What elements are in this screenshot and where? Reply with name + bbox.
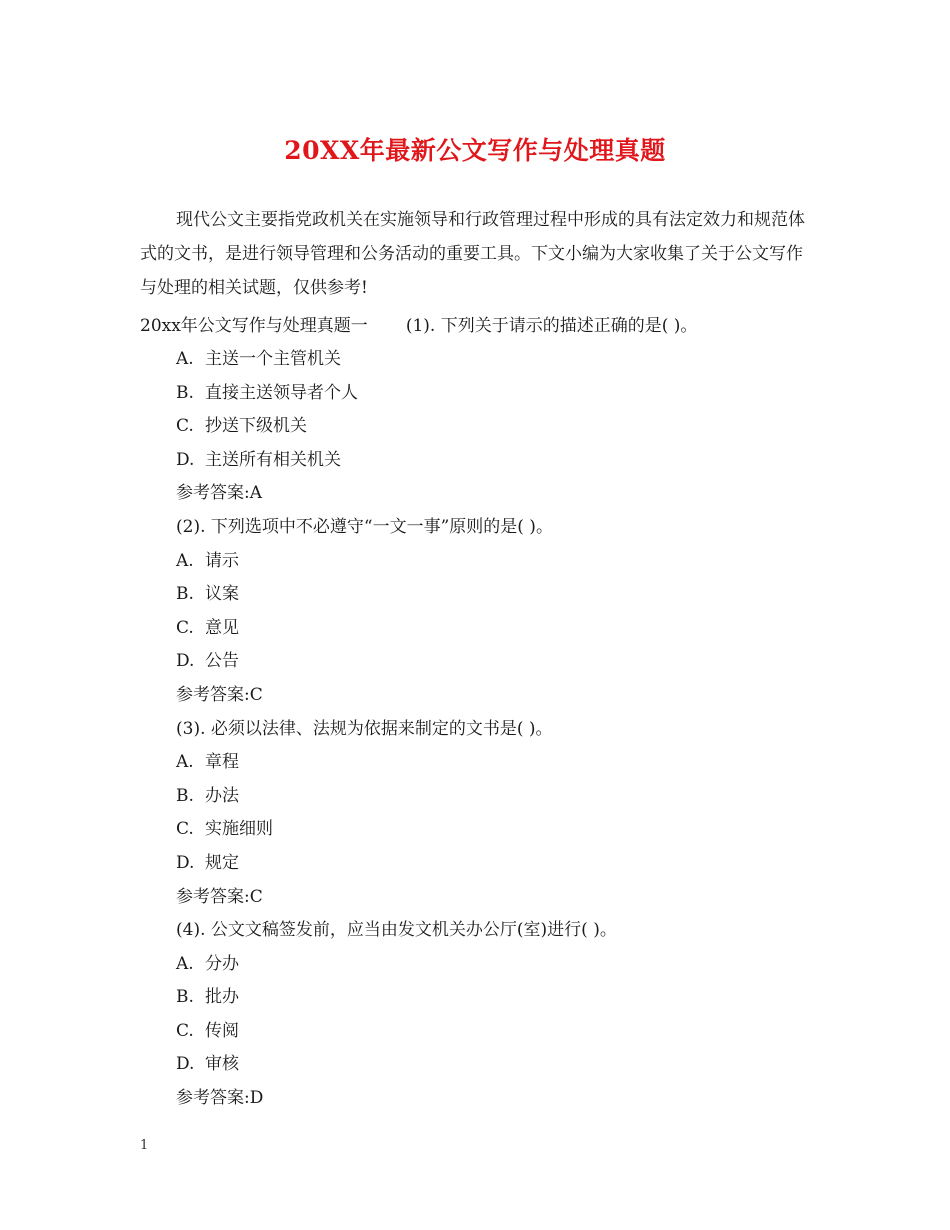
option-item	[176, 948, 816, 982]
option-letter: B.	[176, 987, 194, 1008]
page-number: 1	[140, 1138, 149, 1153]
option-letter: B.	[176, 382, 194, 403]
section-header-line	[140, 309, 820, 343]
option-item	[176, 377, 816, 411]
option-item	[176, 343, 816, 377]
option-text: 公告	[205, 651, 239, 672]
option-item	[176, 1015, 816, 1049]
option-item	[176, 746, 816, 780]
answer-line: 参考答案:A	[176, 483, 263, 504]
option-letter: D.	[176, 852, 195, 873]
option-letter: C.	[176, 416, 194, 437]
option-item	[176, 1048, 816, 1082]
option-letter: C.	[176, 819, 194, 840]
question-stem: (4). 公文文稿签发前，应当由发文机关办公厅(室)进行( )。	[176, 920, 617, 941]
option-item	[176, 612, 816, 646]
option-letter: C.	[176, 1020, 194, 1041]
option-item	[176, 645, 816, 679]
option-item	[176, 410, 816, 444]
answer-line: 参考答案:C	[176, 684, 263, 705]
answer-line: 参考答案:C	[176, 886, 263, 907]
option-item	[176, 444, 816, 478]
option-letter: A.	[176, 349, 194, 369]
option-item	[176, 813, 816, 847]
option-text: 批办	[205, 987, 239, 1008]
question-list	[176, 343, 816, 1116]
option-letter: D.	[176, 1054, 195, 1075]
option-text: 议案	[205, 584, 239, 605]
option-letter: A.	[176, 752, 194, 773]
option-text: 传阅	[205, 1020, 239, 1041]
option-letter: D.	[176, 651, 195, 672]
option-text: 主送一个主管机关	[205, 349, 341, 369]
section-heading: 20xx年公文写作与处理真题一	[140, 316, 368, 336]
option-text: 审核	[205, 1054, 239, 1075]
option-text: 主送所有相关机关	[205, 449, 341, 470]
question-stem: (3). 必须以法律、法规为依据来制定的文书是( )。	[176, 718, 553, 739]
intro-paragraph: 现代公文主要指党政机关在实施领导和行政管理过程中形成的具有法定效力和规范体式的文书，是进行领导管理和公务活动的重要工具。下文小编为大家收集了关于公文写作与处理的相关试题，仅供参考!	[140, 210, 805, 298]
page-title: 20XX年最新公文写作与处理真题	[284, 136, 666, 165]
option-item	[176, 780, 816, 814]
option-text: 实施细则	[205, 819, 273, 840]
option-letter: D.	[176, 449, 195, 470]
option-text: 规定	[205, 852, 239, 873]
question-stem: (2). 下列选项中不必遵守“一文一事”原则的是( )。	[176, 516, 553, 537]
option-letter: A.	[176, 953, 194, 974]
option-text: 直接主送领导者个人	[205, 382, 358, 403]
option-letter: A.	[176, 550, 194, 571]
option-text: 办法	[205, 785, 239, 806]
option-item	[176, 578, 816, 612]
option-letter: C.	[176, 617, 194, 638]
option-text: 章程	[205, 752, 239, 773]
option-text: 抄送下级机关	[205, 416, 307, 437]
option-letter: B.	[176, 584, 194, 605]
option-text: 分办	[205, 953, 239, 974]
question-stem: (1). 下列关于请示的描述正确的是( )。	[405, 316, 698, 336]
option-text: 意见	[205, 617, 239, 638]
option-item	[176, 981, 816, 1015]
option-letter: B.	[176, 785, 194, 806]
option-item	[176, 847, 816, 881]
answer-line: 参考答案:D	[176, 1088, 264, 1109]
option-text: 请示	[205, 550, 239, 571]
option-item	[176, 545, 816, 579]
